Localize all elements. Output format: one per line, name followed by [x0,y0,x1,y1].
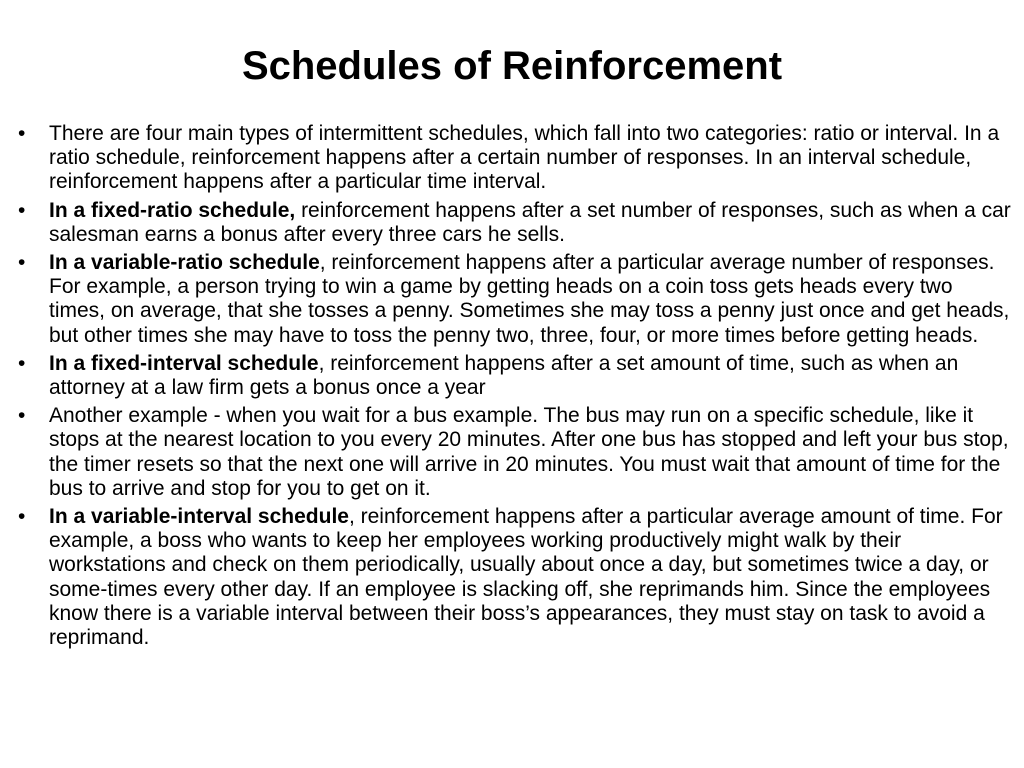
bullet-text: There are four main types of intermittent schedules, which fall into two categories: ratio or interval. In a ratio schedule, reinforcement happens after a certain number of responses. In an interval schedule, reinforcement happens after a particular time interval. [49,122,1000,194]
bullet-text: Another example - when you wait for a bus example. The bus may run on a specific schedule, like it stops at the nearest location to you every 20 minutes. After one bus has stopped and left your bus stop, the timer resets so that the next one will arrive in 20 minutes. You must wait that amount of time for the bus to arrive and stop for you to get on it. [49,404,1009,500]
bullet-variable-ratio [18,251,1014,348]
bullet-list [18,122,1014,654]
bullet-dot-icon: • [18,404,26,428]
bullet-text: , reinforcement happens after a particular average number of responses. For example, a person trying to win a game by getting heads on a coin toss gets heads every two times, on average, that she tosses a penny. Sometimes she may toss a penny just once and get heads, but other times she may have to toss the penny two, three, four, or more times before getting heads. [49,251,1010,347]
bullet-dot-icon: • [18,351,26,375]
bullet-fixed-ratio [18,199,1014,247]
bullet-dot-icon: • [18,505,26,529]
bullet-lead: In a fixed-interval schedule [49,351,319,375]
bullet-dot-icon: • [18,251,26,275]
bullet-lead: In a variable-interval schedule [49,505,349,529]
bullet-lead: In a variable-ratio schedule [49,251,320,275]
slide-title: Schedules of Reinforcement [241,44,783,88]
bullet-variable-interval [18,505,1014,650]
bullet-dot-icon: • [18,122,26,145]
bullet-text: , reinforcement happens after a particular average amount of time. For example, a boss who wants to keep her employees working productively might walk by their workstations and check on them periodically, usually about once a day, but sometimes twice a day, or some-times every other day. If an employee is slacking off, she reprimands him. Since the employees know there is a variable interval between their boss’s appearances, they must stay on task to avoid a reprimand. [49,505,1003,650]
bullet-text: , reinforcement happens after a set amount of time, such as when an attorney at a law firm gets a bonus once a year [49,351,959,400]
bullet-bus-example [18,404,1014,501]
bullet-text: reinforcement happens after a set number of responses, such as when a car salesman earns a bonus after every three cars he sells. [49,198,1011,246]
bullet-dot-icon: • [18,198,26,222]
bullet-fixed-interval [18,352,1014,400]
bullet-lead: In a fixed-ratio schedule, [49,198,296,222]
bullet-intermittent-schedules [18,122,1014,195]
